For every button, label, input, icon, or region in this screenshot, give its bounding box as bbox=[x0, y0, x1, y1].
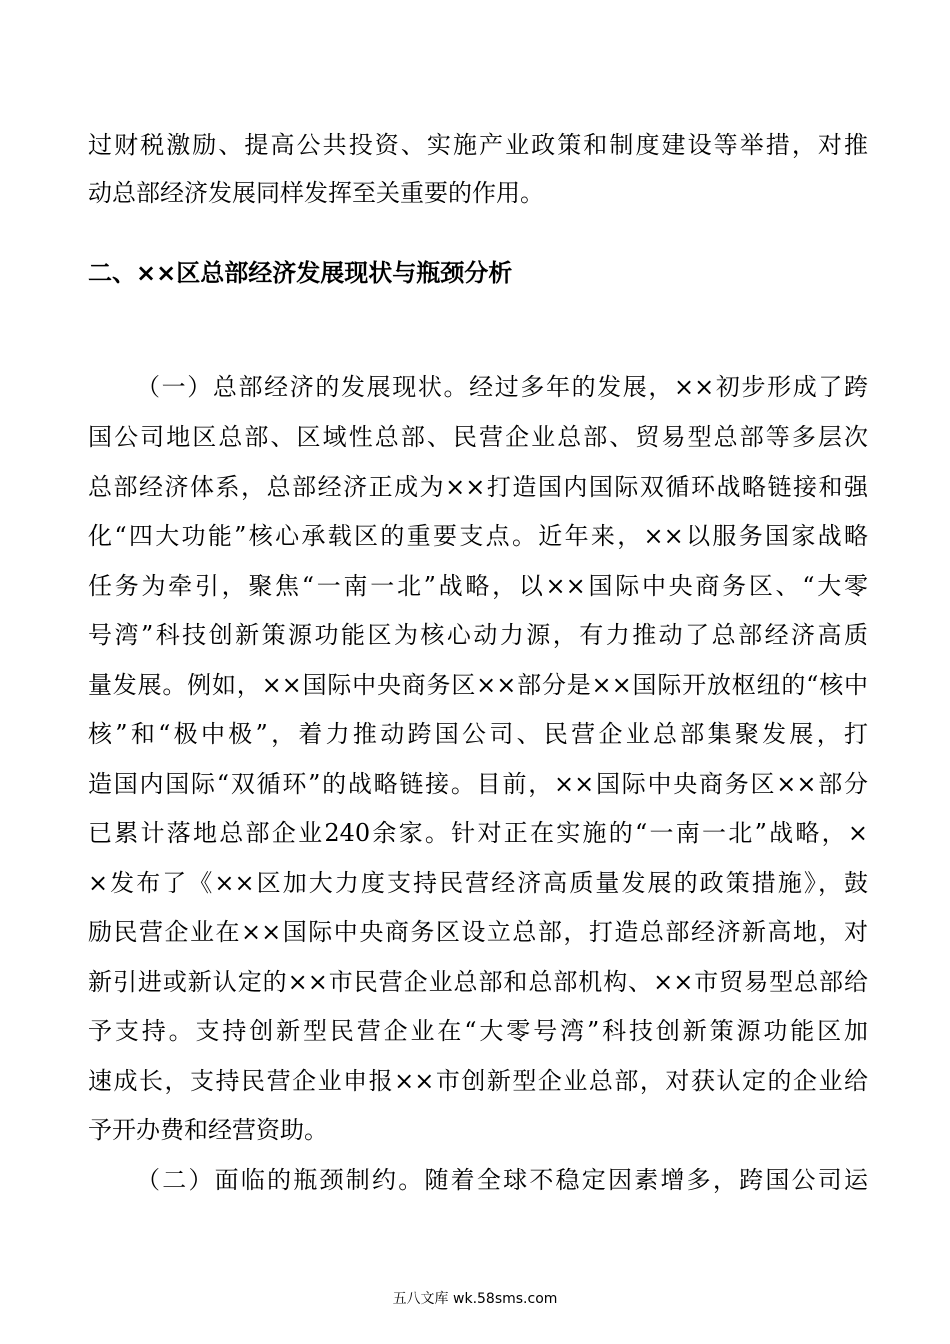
body-text-line: 动总部经济发展同样发挥至关重要的作用。 bbox=[88, 179, 544, 207]
section-heading: 二、××区总部经济发展现状与瓶颈分析 bbox=[88, 259, 513, 287]
body-text-line: 予开办费和经营资助。 bbox=[88, 1116, 328, 1144]
body-text-line: 国公司地区总部、区域性总部、民营企业总部、贸易型总部等多层次 bbox=[88, 423, 868, 451]
footer-watermark: 五八文库 wk.58sms.com bbox=[392, 1291, 558, 1307]
body-text-line: 总部经济体系，总部经济正成为××打造国内国际双循环战略链接和强 bbox=[88, 473, 868, 501]
body-text-line: 核”和“极中极”，着力推动跨国公司、民营企业总部集聚发展，打 bbox=[88, 720, 868, 748]
body-text-line: 新引进或新认定的××市民营企业总部和总部机构、××市贸易型总部给 bbox=[88, 968, 868, 996]
body-text-line: 过财税激励、提高公共投资、实施产业政策和制度建设等举措，对推 bbox=[88, 131, 868, 159]
body-text-line: 任务为牵引，聚焦“一南一北”战略，以××国际中央商务区、“大零 bbox=[88, 572, 868, 600]
body-text-line: 予支持。支持创新型民营企业在“大零号湾”科技创新策源功能区加 bbox=[88, 1017, 868, 1045]
body-text-line: 号湾”科技创新策源功能区为核心动力源，有力推动了总部经济高质 bbox=[88, 621, 868, 649]
body-text-line: 速成长，支持民营企业申报××市创新型企业总部，对获认定的企业给 bbox=[88, 1067, 868, 1095]
body-text-line: 励民营企业在××国际中央商务区设立总部，打造总部经济新高地，对 bbox=[88, 918, 868, 946]
paragraph-first-line: （二）面临的瓶颈制约。随着全球不稳定因素增多，跨国公司运 bbox=[136, 1166, 868, 1194]
body-text-line: 量发展。例如，××国际中央商务区××部分是××国际开放枢纽的“核中 bbox=[88, 671, 868, 699]
body-text-line: 造国内国际“双循环”的战略链接。目前，××国际中央商务区××部分 bbox=[88, 770, 868, 798]
body-text-line: ×发布了《××区加大力度支持民营经济高质量发展的政策措施》，鼓 bbox=[88, 869, 868, 897]
body-text-line: 已累计落地总部企业240余家。针对正在实施的“一南一北”战略，× bbox=[88, 819, 868, 847]
body-text-line: 化“四大功能”核心承载区的重要支点。近年来，××以服务国家战略 bbox=[88, 522, 868, 550]
paragraph-first-line: （一）总部经济的发展现状。经过多年的发展，××初步形成了跨 bbox=[136, 373, 868, 401]
